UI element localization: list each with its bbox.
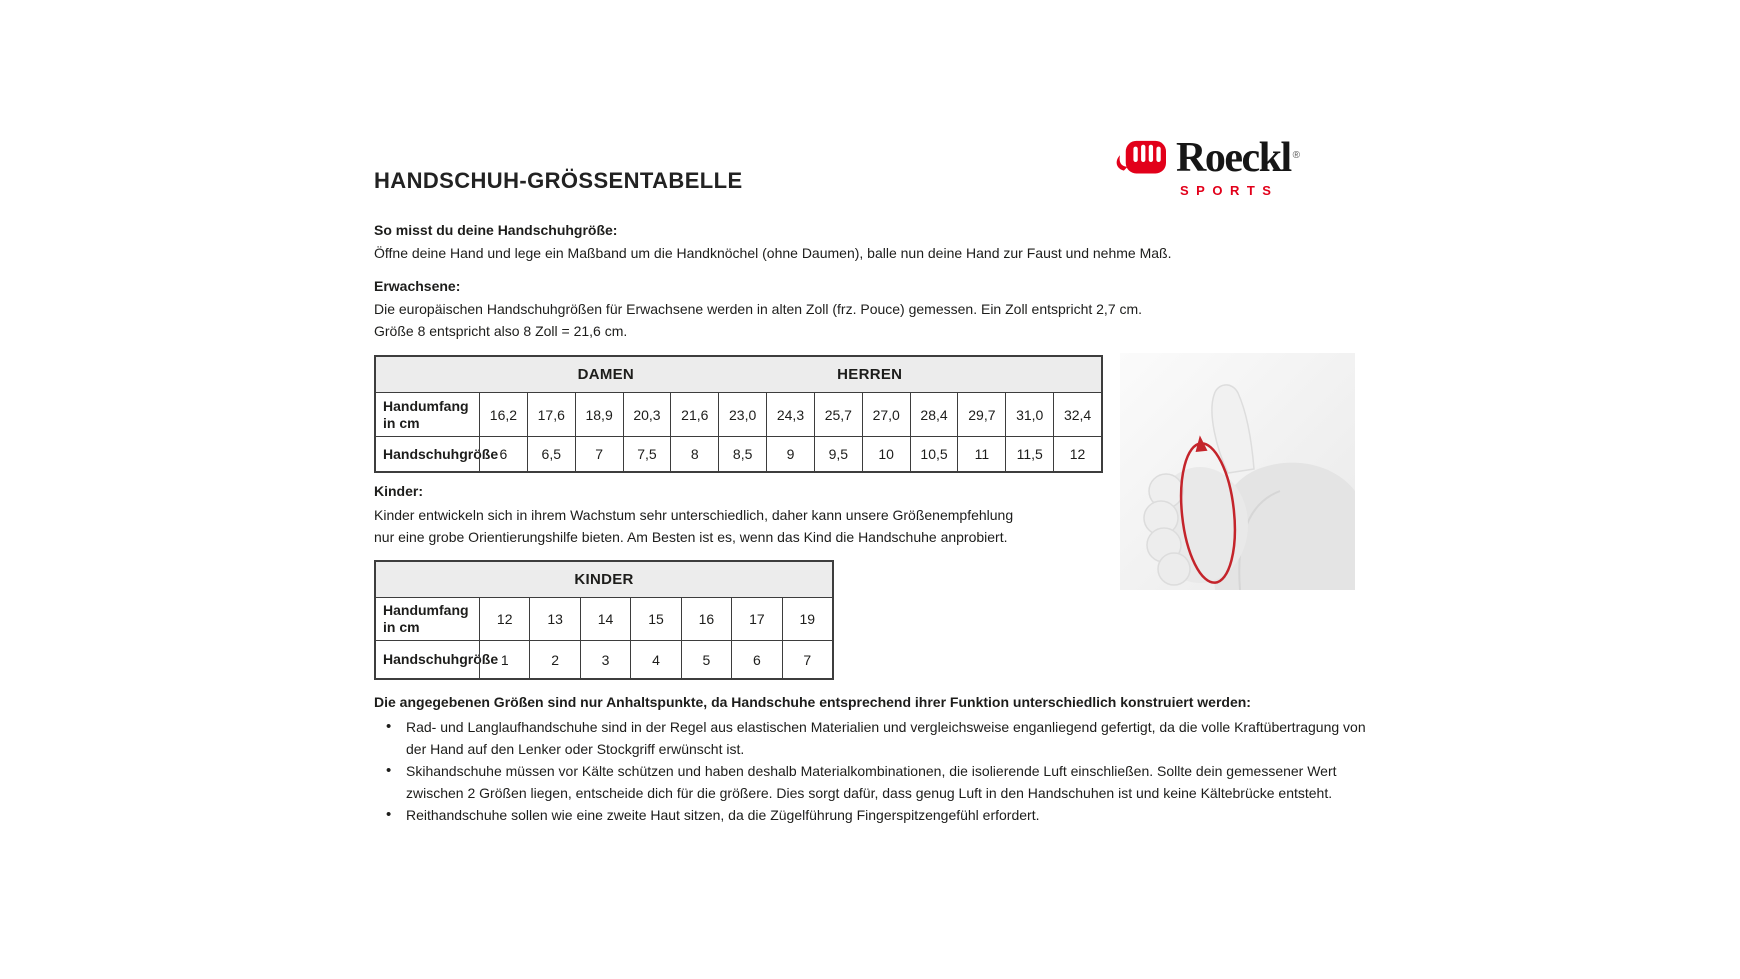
table-cell: 14 — [580, 598, 630, 640]
table-cell: 28,4 — [910, 393, 958, 436]
table-cell: 3 — [580, 641, 630, 678]
table-cell: 12 — [479, 598, 529, 640]
hand-measure-image — [1120, 353, 1355, 590]
hand-photo-graphic — [1120, 353, 1355, 590]
table-cell: 7 — [575, 437, 623, 471]
adults-glove-size-row — [376, 436, 1101, 471]
table-cell: 9,5 — [814, 437, 862, 471]
herren-header: HERREN — [837, 365, 903, 383]
damen-header: DAMEN — [577, 365, 635, 383]
note-bullet: • Reithandschuhe sollen wie eine zweite Haut sitzen, da die Zügelführung Fingerspitzengefühl erfordert. — [386, 804, 1381, 826]
table-cell: 2 — [529, 641, 579, 678]
table-cell: 19 — [782, 598, 832, 640]
table-cell: 10 — [862, 437, 910, 471]
kids-circumference-row — [376, 598, 832, 640]
adults-glove-size-cells — [479, 437, 1101, 471]
table-cell: 8 — [670, 437, 718, 471]
table-cell: 6 — [731, 641, 781, 678]
notes-heading: Die angegebenen Größen sind nur Anhaltspunkte, da Handschuhe entsprechend ihrer Funktion unterschiedlich konstruiert werden: — [374, 694, 1251, 710]
table-cell: 11,5 — [1005, 437, 1053, 471]
table-cell: 16 — [681, 598, 731, 640]
table-cell: 10,5 — [910, 437, 958, 471]
adults-text-line2: Größe 8 entspricht also 8 Zoll = 21,6 cm. — [374, 323, 628, 339]
table-cell: 32,4 — [1053, 393, 1101, 436]
table-cell: 16,2 — [479, 393, 527, 436]
row-label-line2: in cm — [383, 619, 420, 635]
table-cell: 23,0 — [718, 393, 766, 436]
table-cell: 12 — [1053, 437, 1101, 471]
table-cell: 15 — [630, 598, 680, 640]
row-label-glove-size — [376, 641, 499, 678]
table-cell: 9 — [766, 437, 814, 471]
row-label-line1: Handschuhgröße — [383, 651, 499, 667]
table-cell: 27,0 — [862, 393, 910, 436]
logo-sports-text: SPORTS — [1180, 183, 1279, 198]
table-cell: 31,0 — [1005, 393, 1053, 436]
kids-glove-size-row — [376, 640, 832, 678]
table-cell: 1 — [479, 641, 529, 678]
table-cell: 6 — [479, 437, 527, 471]
adults-circumference-row — [376, 393, 1101, 436]
table-cell: 7 — [782, 641, 832, 678]
logo-brand-text: Roeckl — [1176, 135, 1291, 181]
table-cell: 18,9 — [575, 393, 623, 436]
table-cell: 11 — [957, 437, 1005, 471]
roeckl-logo — [1114, 136, 1364, 204]
table-cell: 13 — [529, 598, 579, 640]
table-cell: 6,5 — [527, 437, 575, 471]
kids-circumference-cells — [479, 598, 832, 640]
row-label-circumference — [376, 393, 479, 436]
row-label-line1: Handschuhgröße — [383, 445, 499, 462]
row-label-glove-size — [376, 437, 499, 471]
table-cell: 20,3 — [623, 393, 671, 436]
kids-text-line1: Kinder entwickeln sich in ihrem Wachstum sehr unterschiedlich, daher kann unsere Größenempfehlung — [374, 507, 1014, 523]
table-cell: 21,6 — [670, 393, 718, 436]
table-cell: 24,3 — [766, 393, 814, 436]
kids-glove-size-cells — [479, 641, 832, 678]
row-label-circumference — [376, 598, 479, 640]
adults-circumference-cells — [479, 393, 1101, 436]
row-label-line1: Handumfang — [383, 602, 469, 618]
kids-table-header — [376, 562, 832, 598]
adults-text-line1: Die europäischen Handschuhgrößen für Erwachsene werden in alten Zoll (frz. Pouce) gemessen. Ein Zoll entspricht 2,7 cm. — [374, 301, 1143, 317]
table-cell: 25,7 — [814, 393, 862, 436]
table-cell: 29,7 — [957, 393, 1005, 436]
adults-heading: Erwachsene: — [374, 278, 461, 294]
table-cell: 4 — [630, 641, 680, 678]
page-title: HANDSCHUH-GRÖSSENTABELLE — [374, 168, 743, 193]
note-bullet: • Skihandschuhe müssen vor Kälte schützen und haben deshalb Materialkombinationen, die isolierende Luft einschließen. Sollte dein gemessener Wert zwischen 2 Größen liegen, entscheide dich für die größere. Dies sorgt dafür, dass genug Luft in den Handschuhen ist und keine Kältebrücke entsteht. — [386, 760, 1381, 804]
kids-heading: Kinder: — [374, 483, 423, 499]
kids-size-table — [374, 560, 834, 680]
table-cell: 5 — [681, 641, 731, 678]
adults-size-table — [374, 355, 1103, 473]
kids-text-line2: nur eine grobe Orientierungshilfe bieten. Am Besten ist es, wenn das Kind die Handschuhe anprobiert. — [374, 529, 1008, 545]
row-label-line1: Handumfang — [383, 397, 469, 414]
kinder-header: KINDER — [574, 570, 634, 588]
glove-icon — [1114, 138, 1172, 184]
intro-heading: So misst du deine Handschuhgröße: — [374, 222, 618, 238]
registered-mark: ® — [1292, 150, 1301, 161]
table-cell: 8,5 — [718, 437, 766, 471]
row-label-line2: in cm — [383, 414, 420, 431]
table-cell: 7,5 — [623, 437, 671, 471]
notes-list — [374, 716, 1381, 826]
intro-text: Öffne deine Hand und lege ein Maßband um die Handknöchel (ohne Daumen), balle nun deine Hand zur Faust und nehme Maß. — [374, 245, 1172, 261]
adults-table-group-header — [376, 357, 1101, 393]
table-cell: 17 — [731, 598, 781, 640]
note-bullet: • Rad- und Langlaufhandschuhe sind in der Regel aus elastischen Materialien und vergleichsweise enganliegend gefertigt, da die volle Kraftübertragung von der Hand auf den Lenker oder Stockgriff erwünscht ist. — [386, 716, 1381, 760]
table-cell: 17,6 — [527, 393, 575, 436]
